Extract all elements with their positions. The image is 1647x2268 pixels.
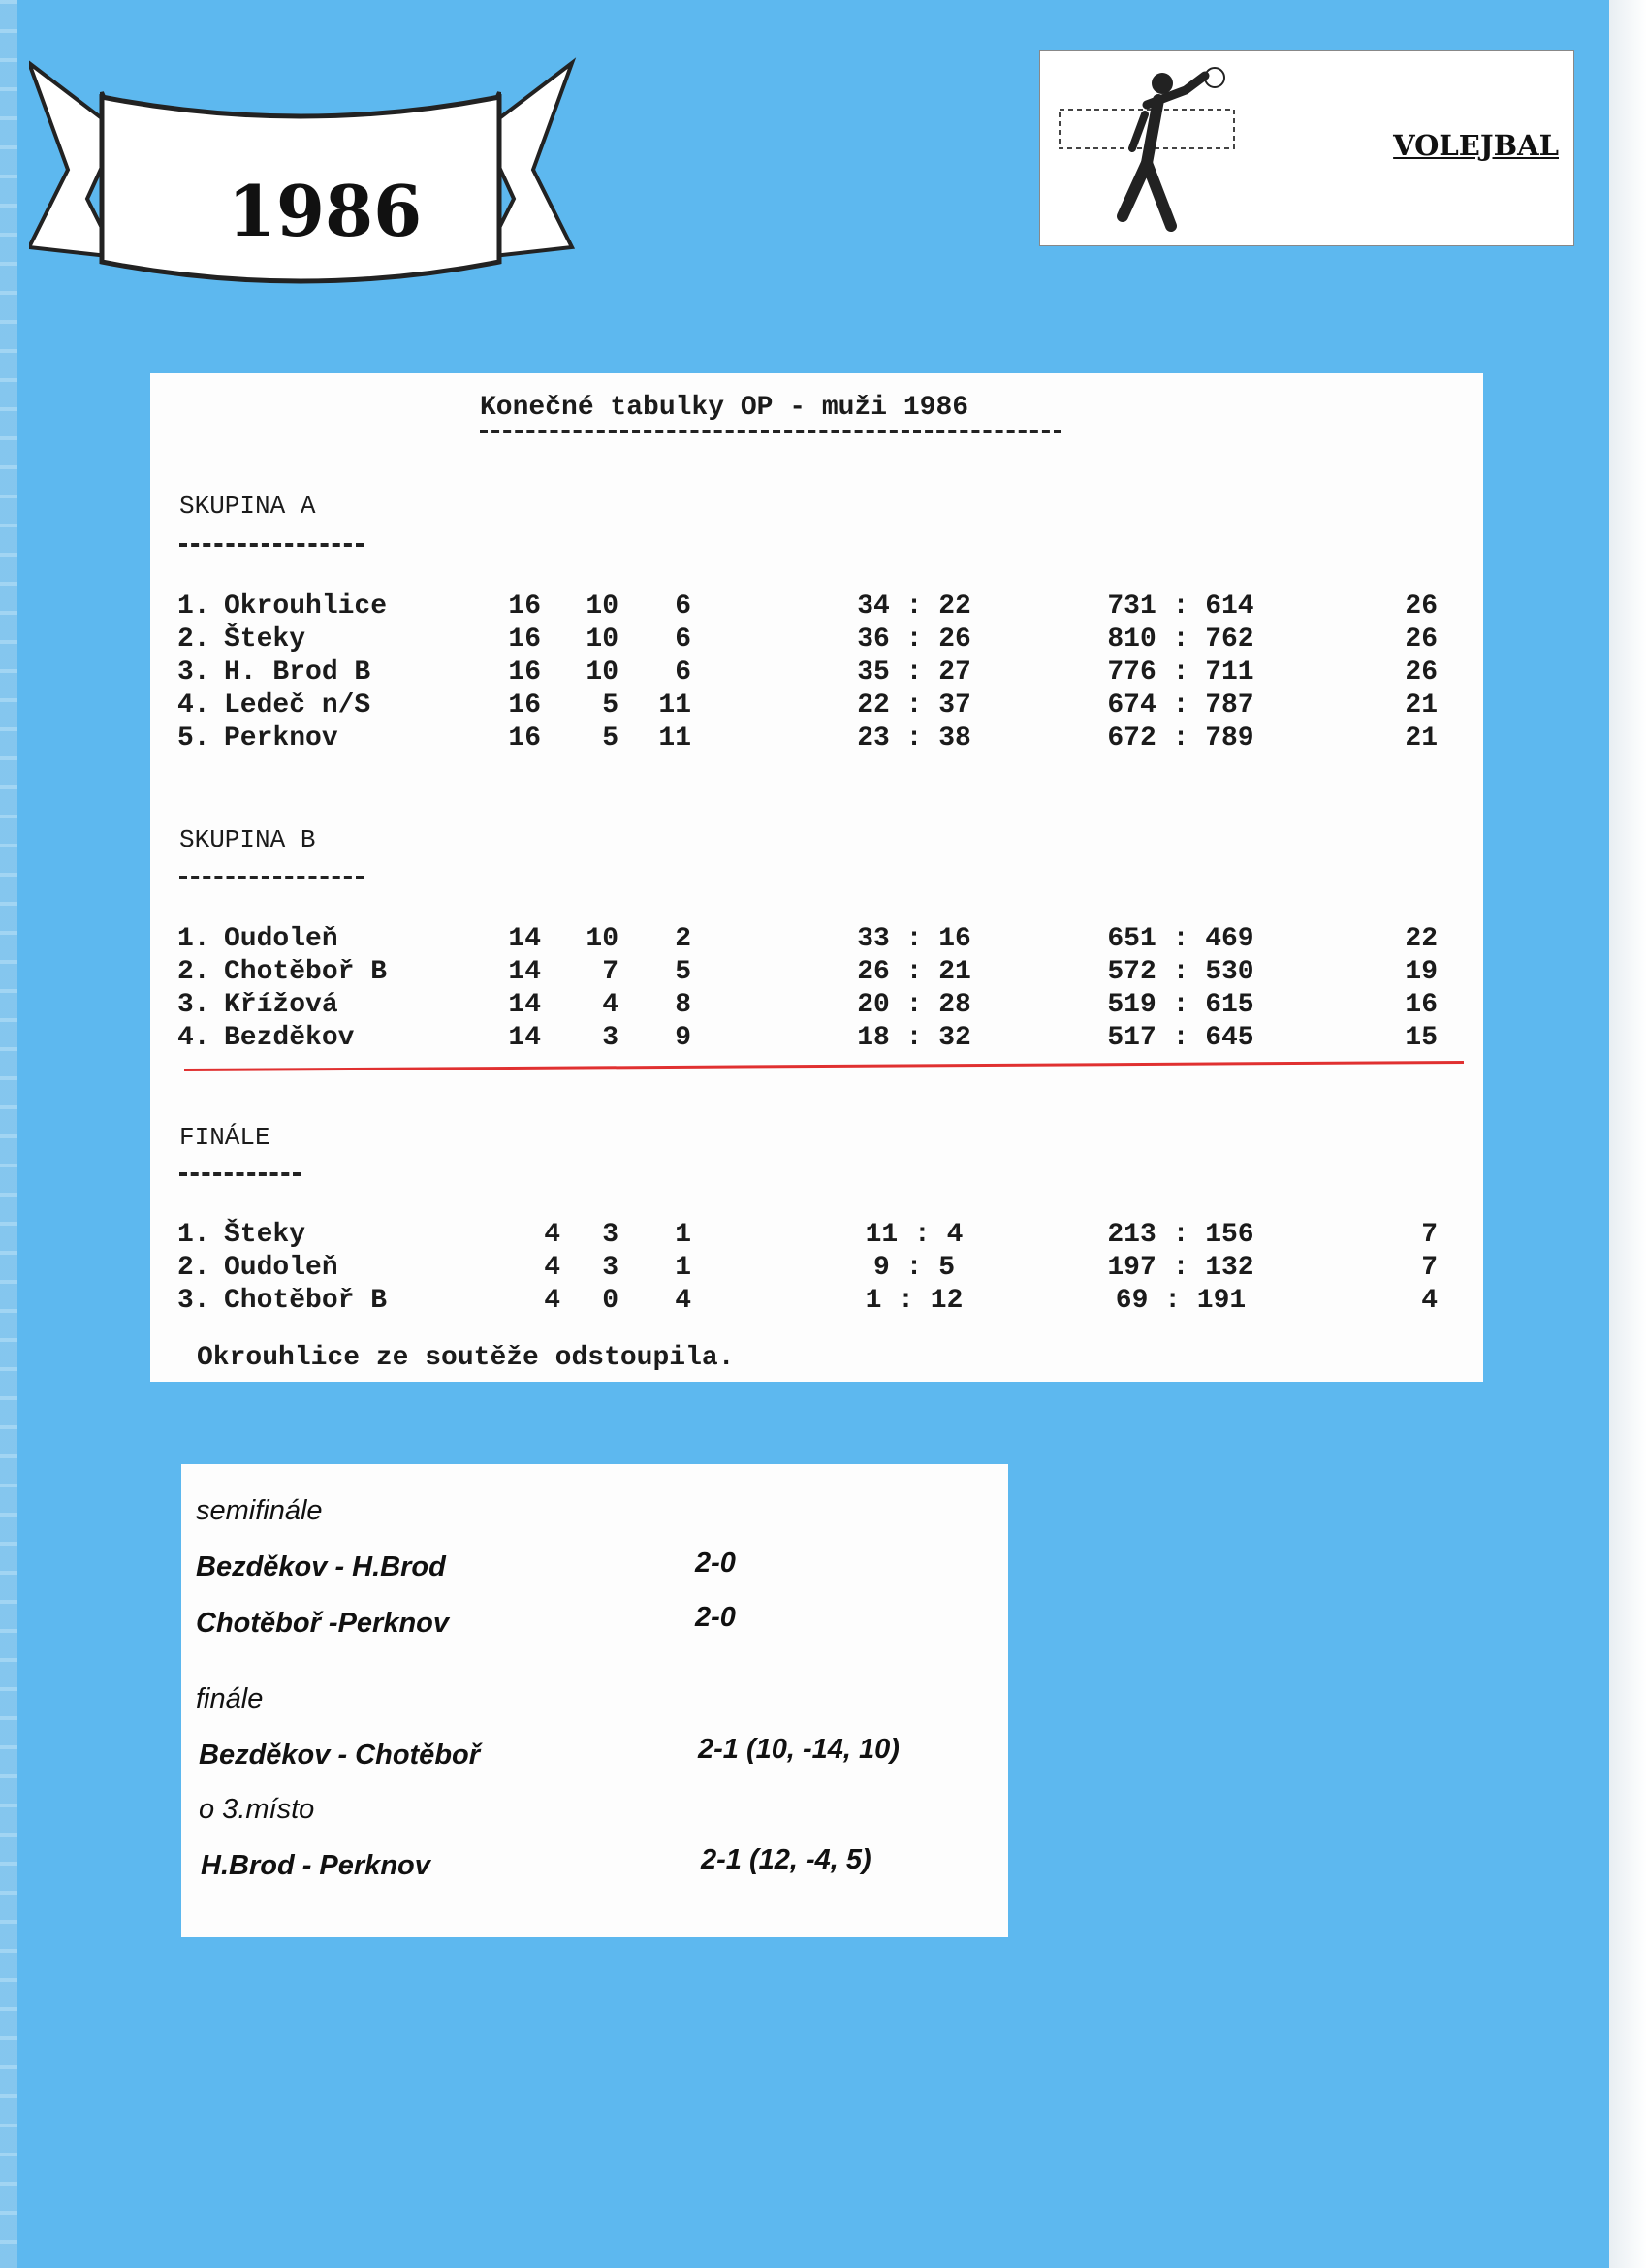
score: 26 [1405,591,1438,622]
points: 197 : 132 [1107,1253,1254,1283]
group-heading: FINÁLE [179,1123,270,1152]
points: 731 : 614 [1107,591,1254,622]
points: 572 : 530 [1107,957,1254,987]
sets: 33 : 16 [857,924,971,954]
sport-title: VOLEJBAL [1393,129,1559,162]
won: 3 [602,1220,618,1250]
team: Šteky [224,1220,306,1250]
semifinal-label: semifinále [196,1495,323,1526]
team: H. Brod B [224,657,371,687]
rank: 1. [177,1220,210,1250]
final-label: finále [196,1683,264,1714]
score: 21 [1405,690,1438,720]
won: 4 [602,990,618,1020]
points: 213 : 156 [1107,1220,1254,1250]
won: 0 [602,1286,618,1316]
rank: 4. [177,690,210,720]
points: 69 : 191 [1115,1286,1247,1316]
semifinal-match: Chotěboř -Perknov [196,1608,450,1639]
played: 16 [508,657,541,687]
won: 7 [602,957,618,987]
won: 10 [586,591,618,622]
rank: 1. [177,924,210,954]
playoff-box [181,1464,1008,1937]
points: 674 : 787 [1107,690,1254,720]
won: 5 [602,723,618,753]
group-underline [179,543,364,547]
team: Okrouhlice [224,591,388,622]
sets: 34 : 22 [857,591,971,622]
sets: 22 : 37 [857,690,971,720]
won: 5 [602,690,618,720]
lost: 11 [658,723,691,753]
lost: 2 [675,924,691,954]
sets: 36 : 26 [857,624,971,655]
played: 4 [544,1220,560,1250]
rank: 4. [177,1023,210,1053]
team: Bezděkov [224,1023,355,1053]
points: 517 : 645 [1107,1023,1254,1053]
final-match: Bezděkov - Chotěboř [199,1740,481,1771]
group-underline [179,876,364,879]
played: 16 [508,624,541,655]
played: 14 [508,990,541,1020]
group-heading: SKUPINA A [179,492,316,521]
sets: 18 : 32 [857,1023,971,1053]
played: 16 [508,591,541,622]
rank: 3. [177,990,210,1020]
won: 10 [586,657,618,687]
points: 672 : 789 [1107,723,1254,753]
points: 519 : 615 [1107,990,1254,1020]
final-result: 2-1 (10, -14, 10) [698,1734,900,1765]
points: 810 : 762 [1107,624,1254,655]
rank: 2. [177,624,210,655]
team: Perknov [224,723,338,753]
sets: 1 : 12 [865,1286,964,1316]
won: 10 [586,924,618,954]
rank: 3. [177,657,210,687]
sets: 26 : 21 [857,957,971,987]
played: 14 [508,957,541,987]
rank: 5. [177,723,210,753]
won: 3 [602,1023,618,1053]
team: Chotěboř B [224,957,388,987]
score: 7 [1421,1253,1438,1283]
group-underline [179,1172,301,1176]
lost: 4 [675,1286,691,1316]
semifinal-result: 2-0 [695,1548,736,1579]
team: Oudoleň [224,924,338,954]
year-title: 1986 [227,170,423,252]
group-heading: SKUPINA B [179,825,316,854]
red-divider [184,1061,1464,1071]
score: 22 [1405,924,1438,954]
team: Oudoleň [224,1253,338,1283]
won: 10 [586,624,618,655]
played: 16 [508,690,541,720]
played: 14 [508,1023,541,1053]
score: 26 [1405,657,1438,687]
points: 776 : 711 [1107,657,1254,687]
lost: 6 [675,591,691,622]
score: 4 [1421,1286,1438,1316]
score: 19 [1405,957,1438,987]
played: 14 [508,924,541,954]
sets: 20 : 28 [857,990,971,1020]
rank: 1. [177,591,210,622]
lost: 6 [675,657,691,687]
semifinal-match: Bezděkov - H.Brod [196,1551,446,1582]
sets: 9 : 5 [872,1253,955,1283]
sets: 11 : 4 [865,1220,964,1250]
third-place-match: H.Brod - Perknov [201,1850,430,1881]
sets: 23 : 38 [857,723,971,753]
played: 4 [544,1286,560,1316]
team: Křížová [224,990,338,1020]
page-edge [1609,0,1647,2268]
rank: 3. [177,1286,210,1316]
team: Ledeč n/S [224,690,371,720]
footnote: Okrouhlice ze soutěže odstoupila. [197,1343,735,1373]
sets: 35 : 27 [857,657,971,687]
standings-sheet [150,373,1483,1382]
lost: 8 [675,990,691,1020]
lost: 9 [675,1023,691,1053]
third-place-result: 2-1 (12, -4, 5) [701,1844,871,1875]
score: 21 [1405,723,1438,753]
sport-box [1039,50,1574,246]
score: 15 [1405,1023,1438,1053]
semifinal-result: 2-0 [695,1602,736,1633]
lost: 1 [675,1253,691,1283]
lost: 1 [675,1220,691,1250]
score: 7 [1421,1220,1438,1250]
volleyball-player-icon [1050,56,1283,240]
score: 16 [1405,990,1438,1020]
score: 26 [1405,624,1438,655]
rank: 2. [177,957,210,987]
lost: 5 [675,957,691,987]
rank: 2. [177,1253,210,1283]
won: 3 [602,1253,618,1283]
lost: 11 [658,690,691,720]
points: 651 : 469 [1107,924,1254,954]
team: Chotěboř B [224,1286,388,1316]
standings-title: Konečné tabulky OP - muži 1986 [480,393,969,423]
played: 4 [544,1253,560,1283]
year-banner [29,53,582,305]
lost: 6 [675,624,691,655]
third-place-label: o 3.místo [199,1794,315,1825]
played: 16 [508,723,541,753]
team: Šteky [224,624,306,655]
binder-edge [0,0,17,2268]
title-underline [480,430,1061,433]
